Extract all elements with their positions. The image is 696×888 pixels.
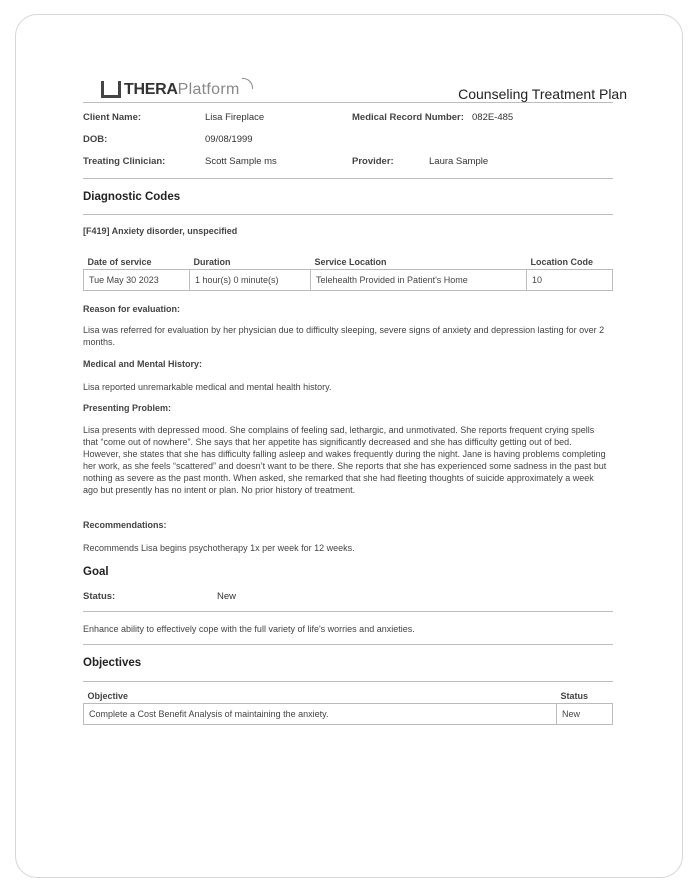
objectives-heading: Objectives: [83, 657, 142, 669]
table-row: [84, 704, 613, 725]
logo-platform-text: Platform: [177, 81, 240, 98]
objectives-divider: [83, 681, 613, 682]
clinician-label: Treating Clinician:: [83, 156, 166, 167]
diagnostic-divider: [83, 214, 613, 215]
theraplatform-logo: [101, 81, 253, 99]
goal-bottom-divider: [83, 644, 613, 645]
service-col-location: Service Location: [314, 257, 387, 267]
service-table: [83, 255, 613, 291]
logo-thera-text: THERA: [124, 81, 178, 98]
service-col-date: Date of service: [87, 257, 152, 267]
mrn-label: Medical Record Number:: [352, 112, 464, 123]
service-col-duration: Duration: [193, 257, 231, 267]
goal-status-label: Status:: [83, 591, 116, 602]
dob-value: 09/08/1999: [205, 134, 253, 145]
diagnostic-code: [F419] Anxiety disorder, unspecified: [83, 226, 238, 236]
goal-divider: [83, 611, 613, 612]
presenting-problem-label: Presenting Problem:: [83, 403, 172, 413]
service-table-header-row: [84, 255, 613, 270]
goal-status-value: New: [217, 591, 237, 602]
recommendations-label: Recommendations:: [83, 520, 167, 530]
header-divider: [83, 102, 613, 103]
logo-arc-icon: [242, 78, 253, 89]
objective-col: Objective: [87, 691, 129, 701]
client-name-value: Lisa Fireplace: [205, 112, 265, 123]
reason-label: Reason for evaluation:: [83, 304, 181, 314]
goal-text: Enhance ability to effectively cope with the full variety of life's worries and anxieties.: [83, 624, 415, 634]
clinician-value: Scott Sample ms: [205, 156, 277, 167]
objective-status-col: Status: [560, 691, 589, 701]
document-title: Counseling Treatment Plan: [458, 86, 627, 102]
objective-cell: Complete a Cost Benefit Analysis of maintaining the anxiety.: [84, 704, 557, 725]
provider-value: Laura Sample: [429, 156, 489, 167]
service-location-cell: Telehealth Provided in Patient's Home: [311, 270, 527, 291]
service-col-location-code: Location Code: [530, 257, 593, 267]
reason-text: Lisa was referred for evaluation by her physician due to difficulty sleeping, severe signs of anxiety and depression lasting for over 2 months.: [83, 325, 605, 347]
presenting-problem-text: Lisa presents with depressed mood. She complains of feeling sad, lethargic, and unmotivated. She reports frequent crying spells that “come out of nowhere”. She says that her appetite has significantly decreased and she has difficulty getting out of bed. However, she states that she has difficulty falling asleep and wakes frequently during the night. Jane is having problems completing her work, as she feels “scattered” and doesn’t want to be there. She reports that she has experienced some sadness in the past but nothing as severe as the past month. When asked, she remarked that she had fleeting thoughts of suicide approximately a week ago but presently has no intent or plan. No prior history of treatment.: [83, 425, 607, 495]
objective-status-cell: New: [557, 704, 613, 725]
provider-label: Provider:: [352, 156, 394, 167]
service-duration-cell: 1 hour(s) 0 minute(s): [190, 270, 311, 291]
service-location-code-cell: 10: [527, 270, 613, 291]
history-text: Lisa reported unremarkable medical and mental health history.: [83, 382, 332, 392]
diagnostic-codes-heading: Diagnostic Codes: [83, 191, 181, 203]
table-row: [84, 270, 613, 291]
client-name-label: Client Name:: [83, 112, 142, 123]
goal-heading: Goal: [83, 566, 109, 578]
logo-bracket-icon: [101, 81, 121, 98]
objectives-table: [83, 689, 613, 725]
client-divider: [83, 178, 613, 179]
objectives-table-header-row: [84, 689, 613, 704]
dob-label: DOB:: [83, 134, 108, 145]
history-label: Medical and Mental History:: [83, 359, 203, 369]
document-header: [83, 67, 627, 107]
service-date-cell: Tue May 30 2023: [84, 270, 190, 291]
recommendations-text: Recommends Lisa begins psychotherapy 1x per week for 12 weeks.: [83, 543, 355, 553]
mrn-value: 082E-485: [472, 112, 514, 123]
document-page: [15, 14, 683, 878]
